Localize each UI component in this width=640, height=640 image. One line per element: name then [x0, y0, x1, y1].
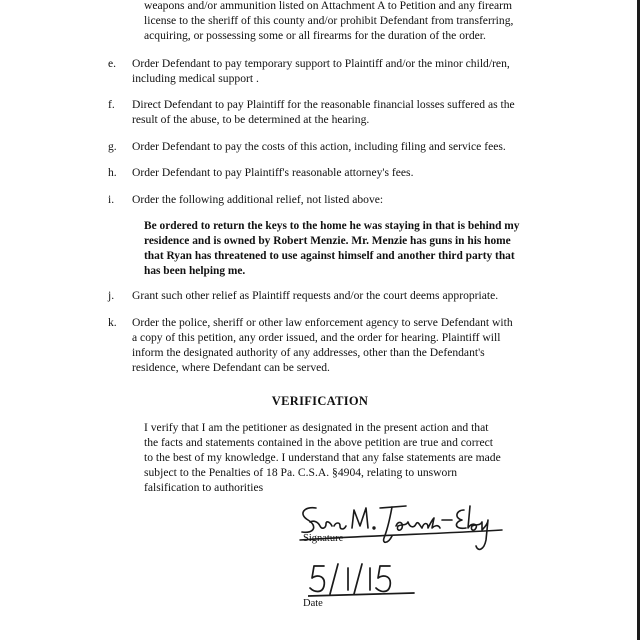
item-text: Order the following additional relief, not listed above: — [132, 193, 384, 206]
item-text: including medical support . — [132, 72, 259, 85]
item-text: inform the designated authority of any addresses, other than the Defendant's — [132, 346, 485, 359]
verification-line: the facts and statements contained in the above petition are true and correct — [144, 436, 493, 449]
relief-item-j — [108, 288, 540, 303]
item-letter: i. — [108, 193, 115, 206]
verification-line: to the best of my knowledge. I understand that any false statements are made — [144, 451, 501, 464]
item-text: Order Defendant to pay temporary support to Plaintiff and/or the minor child/ren, — [132, 57, 510, 70]
additional-relief-line: Be ordered to return the keys to the home he was staying in that is behind my — [144, 220, 520, 232]
item-letter: h. — [108, 166, 117, 179]
item-text: result of the abuse, to be determined at the hearing. — [132, 113, 370, 126]
relief-item-f — [108, 97, 540, 127]
item-letter: e. — [108, 57, 117, 70]
verification-text — [144, 420, 501, 495]
additional-relief-line: has been helping me. — [144, 265, 246, 277]
additional-relief-line: residence and is owned by Robert Menzie. Mr. Menzie has guns in his home — [144, 235, 511, 247]
handwritten-date — [308, 560, 418, 600]
item-letter: k. — [108, 316, 117, 329]
item-text: Order Defendant to pay the costs of this action, including filing and service fees. — [132, 140, 506, 153]
additional-relief-line: that Ryan has threatened to use against himself and another third party that — [144, 250, 515, 262]
item-text: a copy of this petition, any order issued, and the order for hearing. Plaintiff will — [132, 331, 501, 344]
item-text: Order the police, sheriff or other law enforcement agency to serve Defendant with — [132, 316, 513, 329]
relief-item-k — [108, 315, 540, 375]
item-text: Direct Defendant to pay Plaintiff for the reasonable financial losses suffered as the — [132, 98, 515, 111]
item-letter: j. — [108, 289, 115, 302]
item-letter: g. — [108, 140, 117, 153]
continuation-line-2: license to the sheriff of this county and/or prohibit Defendant from transferring, — [144, 14, 514, 27]
verification-line: falsification to authorities — [144, 481, 264, 494]
verification-line: subject to the Penalties of 18 Pa. C.S.A. §4904, relating to unsworn — [144, 466, 457, 479]
continuation-line-3: acquiring, or possessing some or all firearms for the duration of the order. — [144, 29, 486, 42]
handwritten-signature — [296, 500, 516, 560]
relief-item-i — [108, 192, 540, 207]
item-letter: f. — [108, 98, 115, 111]
continuation-line-1: weapons and/or ammunition listed on Attachment A to Petition and any firearm — [144, 0, 513, 12]
verification-heading: VERIFICATION — [271, 394, 369, 408]
item-text: Order Defendant to pay Plaintiff's reasonable attorney's fees. — [132, 166, 414, 179]
item-text: residence, where Defendant can be served. — [132, 361, 330, 374]
verification-line: I verify that I am the petitioner as designated in the present action and that — [144, 421, 489, 434]
item-text: Grant such other relief as Plaintiff requests and/or the court deems appropriate. — [132, 289, 499, 302]
additional-relief-text — [144, 219, 544, 279]
signature-label: Signature — [303, 533, 344, 544]
date-label: Date — [303, 598, 323, 609]
relief-item-g — [108, 139, 540, 154]
relief-item-h — [108, 165, 540, 180]
relief-item-e — [108, 56, 540, 86]
